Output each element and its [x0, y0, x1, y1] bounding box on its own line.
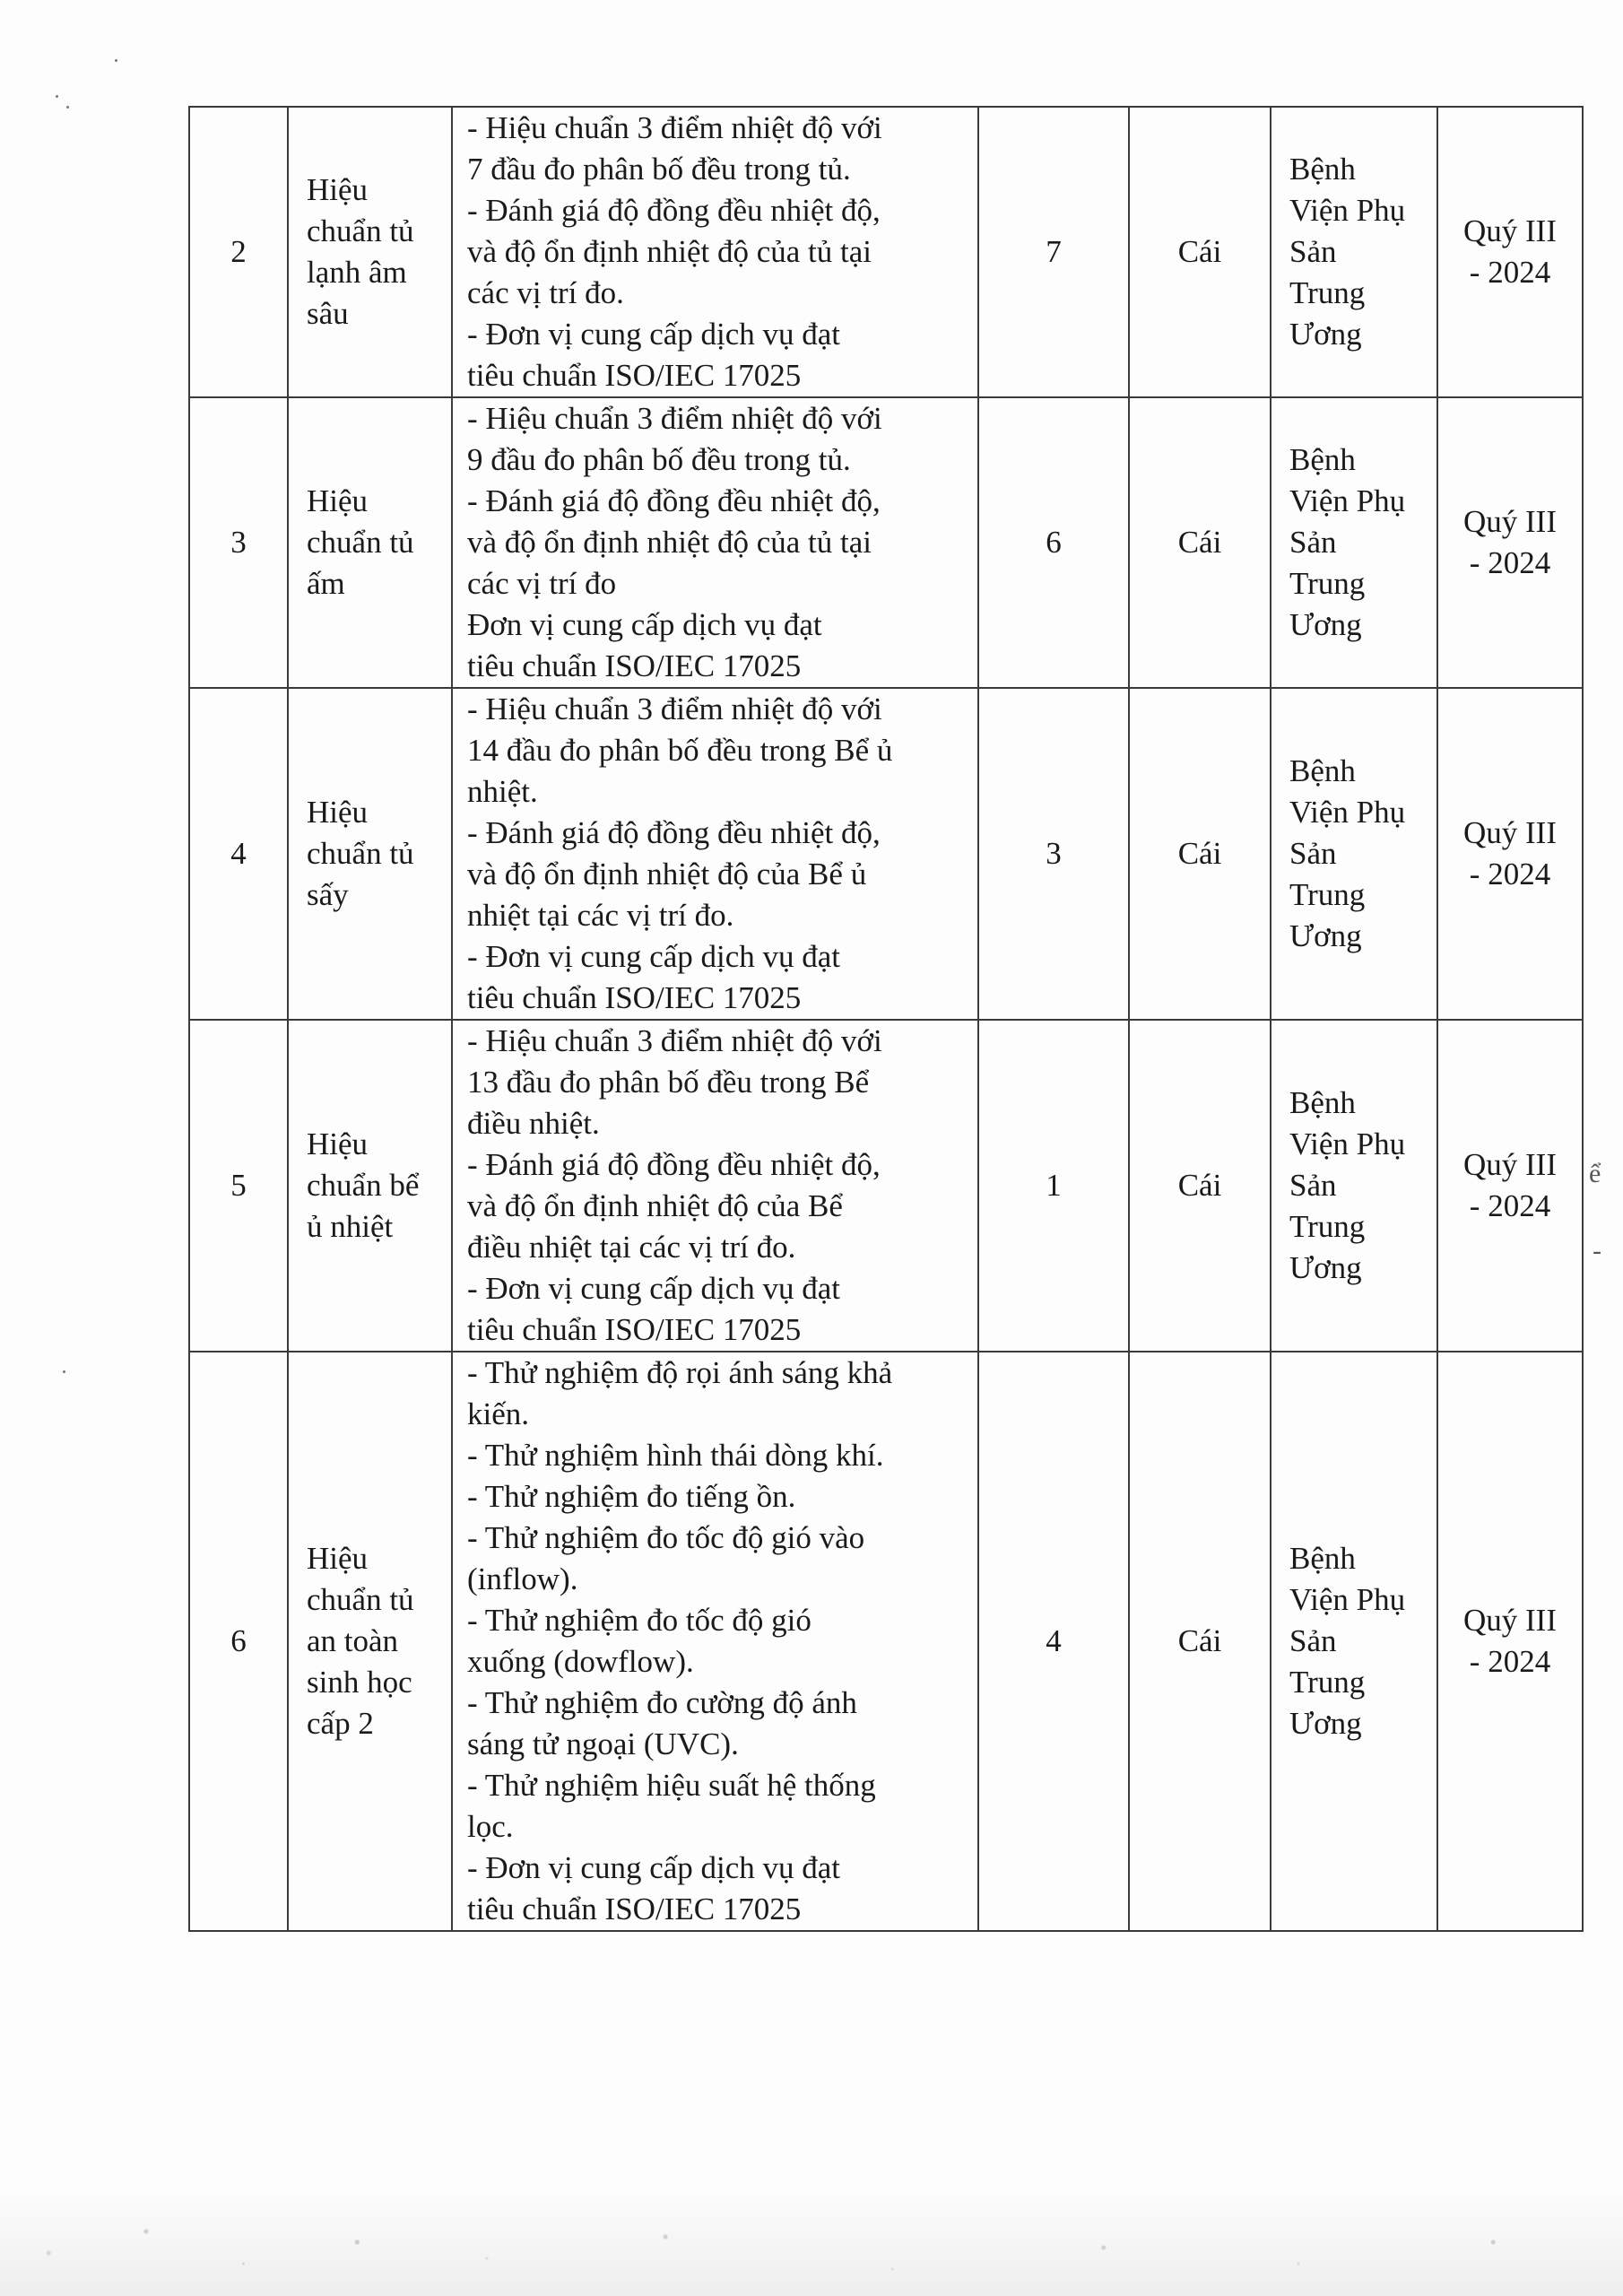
equipment-calibration-table: [188, 106, 1584, 1932]
specification-cell: [452, 107, 978, 397]
location-line: Ương: [1289, 1250, 1362, 1285]
table-row: [189, 1020, 1583, 1352]
schedule-line: - 2024: [1469, 255, 1551, 290]
row-number: 4: [230, 836, 247, 871]
unit-value: Cái: [1177, 836, 1222, 871]
specification-line: - Đánh giá độ đồng đều nhiệt độ,: [467, 193, 881, 228]
specification-line: 14 đầu đo phân bố đều trong Bể ủ: [467, 733, 893, 768]
schedule-cell: [1437, 688, 1583, 1020]
specification-line: - Đơn vị cung cấp dịch vụ đạt: [467, 317, 841, 352]
quantity-cell: [978, 688, 1129, 1020]
quantity-cell: [978, 397, 1129, 688]
location-line: Bệnh: [1289, 1541, 1356, 1576]
schedule-line: Quý III: [1463, 1147, 1557, 1182]
specification-line: tiêu chuẩn ISO/IEC 17025: [467, 980, 802, 1015]
item-name-cell: [288, 1352, 452, 1931]
location-line: Ương: [1289, 607, 1362, 642]
unit-cell: [1129, 1352, 1271, 1931]
specification-cell: [452, 688, 978, 1020]
specification-cell: [452, 1020, 978, 1352]
location-line: Bệnh: [1289, 753, 1356, 788]
item-name-line: cấp 2: [307, 1706, 374, 1741]
item-name-line: chuẩn tủ: [307, 525, 414, 560]
location-cell: [1271, 107, 1437, 397]
specification-line: 7 đầu đo phân bố đều trong tủ.: [467, 152, 851, 187]
location-line: Trung: [1289, 877, 1366, 912]
location-line: Viện Phụ: [1289, 193, 1406, 228]
specification-cell: [452, 397, 978, 688]
unit-value: Cái: [1177, 234, 1222, 269]
specification-line: - Đánh giá độ đồng đều nhiệt độ,: [467, 483, 881, 518]
quantity-value: 6: [1046, 525, 1062, 560]
item-name-line: Hiệu: [307, 1541, 369, 1576]
location-line: Viện Phụ: [1289, 483, 1406, 518]
specification-line: nhiệt.: [467, 774, 538, 809]
quantity-value: 1: [1046, 1168, 1062, 1203]
scan-noise-strip: [0, 2188, 1623, 2296]
unit-cell: [1129, 397, 1271, 688]
location-line: Viện Phụ: [1289, 1126, 1406, 1161]
table-row: [189, 397, 1583, 688]
row-number-cell: [189, 397, 288, 688]
scan-speck: [56, 95, 58, 98]
location-line: Trung: [1289, 275, 1366, 310]
location-cell: [1271, 688, 1437, 1020]
specification-line: - Hiệu chuẩn 3 điểm nhiệt độ với: [467, 401, 882, 436]
location-line: Trung: [1289, 566, 1366, 601]
location-line: Bệnh: [1289, 442, 1356, 477]
schedule-line: Quý III: [1463, 213, 1557, 248]
item-name-line: Hiệu: [307, 795, 369, 830]
row-number-cell: [189, 688, 288, 1020]
quantity-cell: [978, 1020, 1129, 1352]
specification-line: - Thử nghiệm đo tốc độ gió vào: [467, 1520, 865, 1555]
specification-line: - Thử nghiệm đo tốc độ gió: [467, 1603, 812, 1638]
specification-line: - Thử nghiệm đo tiếng ồn.: [467, 1479, 796, 1514]
margin-dash: -: [1593, 1236, 1601, 1265]
scan-speck: [63, 1370, 65, 1373]
specification-line: - Đánh giá độ đồng đều nhiệt độ,: [467, 1147, 881, 1182]
specification-line: tiêu chuẩn ISO/IEC 17025: [467, 1892, 802, 1926]
specification-line: - Thử nghiệm độ rọi ánh sáng khả: [467, 1355, 893, 1390]
specification-line: và độ ổn định nhiệt độ của tủ tại: [467, 234, 872, 269]
location-line: Sản: [1289, 1623, 1337, 1658]
item-name-line: chuẩn tủ: [307, 1582, 414, 1617]
item-name-line: chuẩn tủ: [307, 213, 414, 248]
specification-line: các vị trí đo: [467, 566, 617, 601]
schedule-line: - 2024: [1469, 857, 1551, 891]
specification-line: 13 đầu đo phân bố đều trong Bể: [467, 1065, 870, 1100]
unit-cell: [1129, 1020, 1271, 1352]
location-cell: [1271, 1020, 1437, 1352]
item-name-cell: [288, 397, 452, 688]
specification-line: và độ ổn định nhiệt độ của Bể: [467, 1188, 843, 1223]
item-name-line: sinh học: [307, 1665, 412, 1700]
row-number: 3: [230, 525, 247, 560]
unit-cell: [1129, 688, 1271, 1020]
location-line: Trung: [1289, 1665, 1366, 1700]
specification-line: - Đơn vị cung cấp dịch vụ đạt: [467, 1850, 841, 1885]
item-name-line: lạnh âm: [307, 255, 407, 290]
location-line: Viện Phụ: [1289, 1582, 1406, 1617]
location-line: Sản: [1289, 1168, 1337, 1203]
location-line: Viện Phụ: [1289, 795, 1406, 830]
specification-line: - Hiệu chuẩn 3 điểm nhiệt độ với: [467, 1023, 882, 1058]
item-name-cell: [288, 688, 452, 1020]
item-name-line: chuẩn bể: [307, 1168, 420, 1203]
location-line: Sản: [1289, 234, 1337, 269]
specification-line: - Thử nghiệm đo cường độ ánh: [467, 1685, 857, 1720]
specification-line: sáng tử ngoại (UVC).: [467, 1726, 739, 1761]
unit-cell: [1129, 107, 1271, 397]
specification-line: điều nhiệt.: [467, 1106, 600, 1141]
specification-line: và độ ổn định nhiệt độ của tủ tại: [467, 525, 872, 560]
specification-line: xuống (dowflow).: [467, 1644, 694, 1679]
specification-line: tiêu chuẩn ISO/IEC 17025: [467, 358, 802, 393]
specification-line: điều nhiệt tại các vị trí đo.: [467, 1230, 796, 1265]
row-number: 2: [230, 234, 247, 269]
item-name-line: sâu: [307, 296, 349, 331]
unit-value: Cái: [1177, 1623, 1222, 1658]
location-line: Bệnh: [1289, 1085, 1356, 1120]
specification-line: và độ ổn định nhiệt độ của Bể ủ: [467, 857, 867, 891]
schedule-line: - 2024: [1469, 1644, 1551, 1679]
table-row: [189, 1352, 1583, 1931]
quantity-cell: [978, 1352, 1129, 1931]
location-cell: [1271, 397, 1437, 688]
row-number-cell: [189, 1352, 288, 1931]
specification-line: tiêu chuẩn ISO/IEC 17025: [467, 648, 802, 683]
specification-line: lọc.: [467, 1809, 514, 1844]
specification-line: - Thử nghiệm hình thái dòng khí.: [467, 1438, 884, 1473]
specification-line: - Đơn vị cung cấp dịch vụ đạt: [467, 1271, 841, 1306]
row-number: 5: [230, 1168, 247, 1203]
specification-line: - Hiệu chuẩn 3 điểm nhiệt độ với: [467, 691, 882, 726]
schedule-line: - 2024: [1469, 1188, 1551, 1223]
item-name-line: ủ nhiệt: [307, 1209, 394, 1244]
specification-line: các vị trí đo.: [467, 275, 624, 310]
quantity-value: 4: [1046, 1623, 1062, 1658]
quantity-value: 3: [1046, 836, 1062, 871]
scan-speck: [66, 106, 69, 109]
item-name-cell: [288, 1020, 452, 1352]
unit-value: Cái: [1177, 1168, 1222, 1203]
specification-line: (inflow).: [467, 1561, 578, 1596]
margin-glyph: ể: [1589, 1159, 1601, 1188]
specification-cell: [452, 1352, 978, 1931]
specification-line: kiến.: [467, 1396, 530, 1431]
schedule-line: Quý III: [1463, 815, 1557, 850]
specification-line: nhiệt tại các vị trí đo.: [467, 898, 734, 933]
item-name-line: ấm: [307, 566, 345, 601]
item-name-line: sấy: [307, 877, 349, 912]
item-name-line: Hiệu: [307, 172, 369, 207]
table-row: [189, 107, 1583, 397]
row-number: 6: [230, 1623, 247, 1658]
item-name-line: Hiệu: [307, 483, 369, 518]
schedule-cell: [1437, 107, 1583, 397]
row-number-cell: [189, 107, 288, 397]
table-row: [189, 688, 1583, 1020]
item-name-line: an toàn: [307, 1623, 399, 1658]
specification-line: - Thử nghiệm hiệu suất hệ thống: [467, 1768, 876, 1803]
unit-value: Cái: [1177, 525, 1222, 560]
specification-line: Đơn vị cung cấp dịch vụ đạt: [467, 607, 822, 642]
table-body: [189, 107, 1583, 1931]
location-cell: [1271, 1352, 1437, 1931]
location-line: Ương: [1289, 1706, 1362, 1741]
schedule-cell: [1437, 397, 1583, 688]
specification-line: 9 đầu đo phân bố đều trong tủ.: [467, 442, 851, 477]
location-line: Bệnh: [1289, 152, 1356, 187]
location-line: Ương: [1289, 317, 1362, 352]
schedule-line: - 2024: [1469, 545, 1551, 580]
schedule-line: Quý III: [1463, 1603, 1557, 1638]
specification-line: - Đánh giá độ đồng đều nhiệt độ,: [467, 815, 881, 850]
schedule-cell: [1437, 1352, 1583, 1931]
schedule-cell: [1437, 1020, 1583, 1352]
quantity-cell: [978, 107, 1129, 397]
location-line: Sản: [1289, 525, 1337, 560]
specification-line: - Đơn vị cung cấp dịch vụ đạt: [467, 939, 841, 974]
item-name-cell: [288, 107, 452, 397]
item-name-line: Hiệu: [307, 1126, 369, 1161]
row-number-cell: [189, 1020, 288, 1352]
scan-speck: [115, 59, 117, 62]
quantity-value: 7: [1046, 234, 1062, 269]
location-line: Trung: [1289, 1209, 1366, 1244]
item-name-line: chuẩn tủ: [307, 836, 414, 871]
specification-line: - Hiệu chuẩn 3 điểm nhiệt độ với: [467, 110, 882, 145]
location-line: Ương: [1289, 918, 1362, 953]
specification-line: tiêu chuẩn ISO/IEC 17025: [467, 1312, 802, 1347]
location-line: Sản: [1289, 836, 1337, 871]
schedule-line: Quý III: [1463, 504, 1557, 539]
